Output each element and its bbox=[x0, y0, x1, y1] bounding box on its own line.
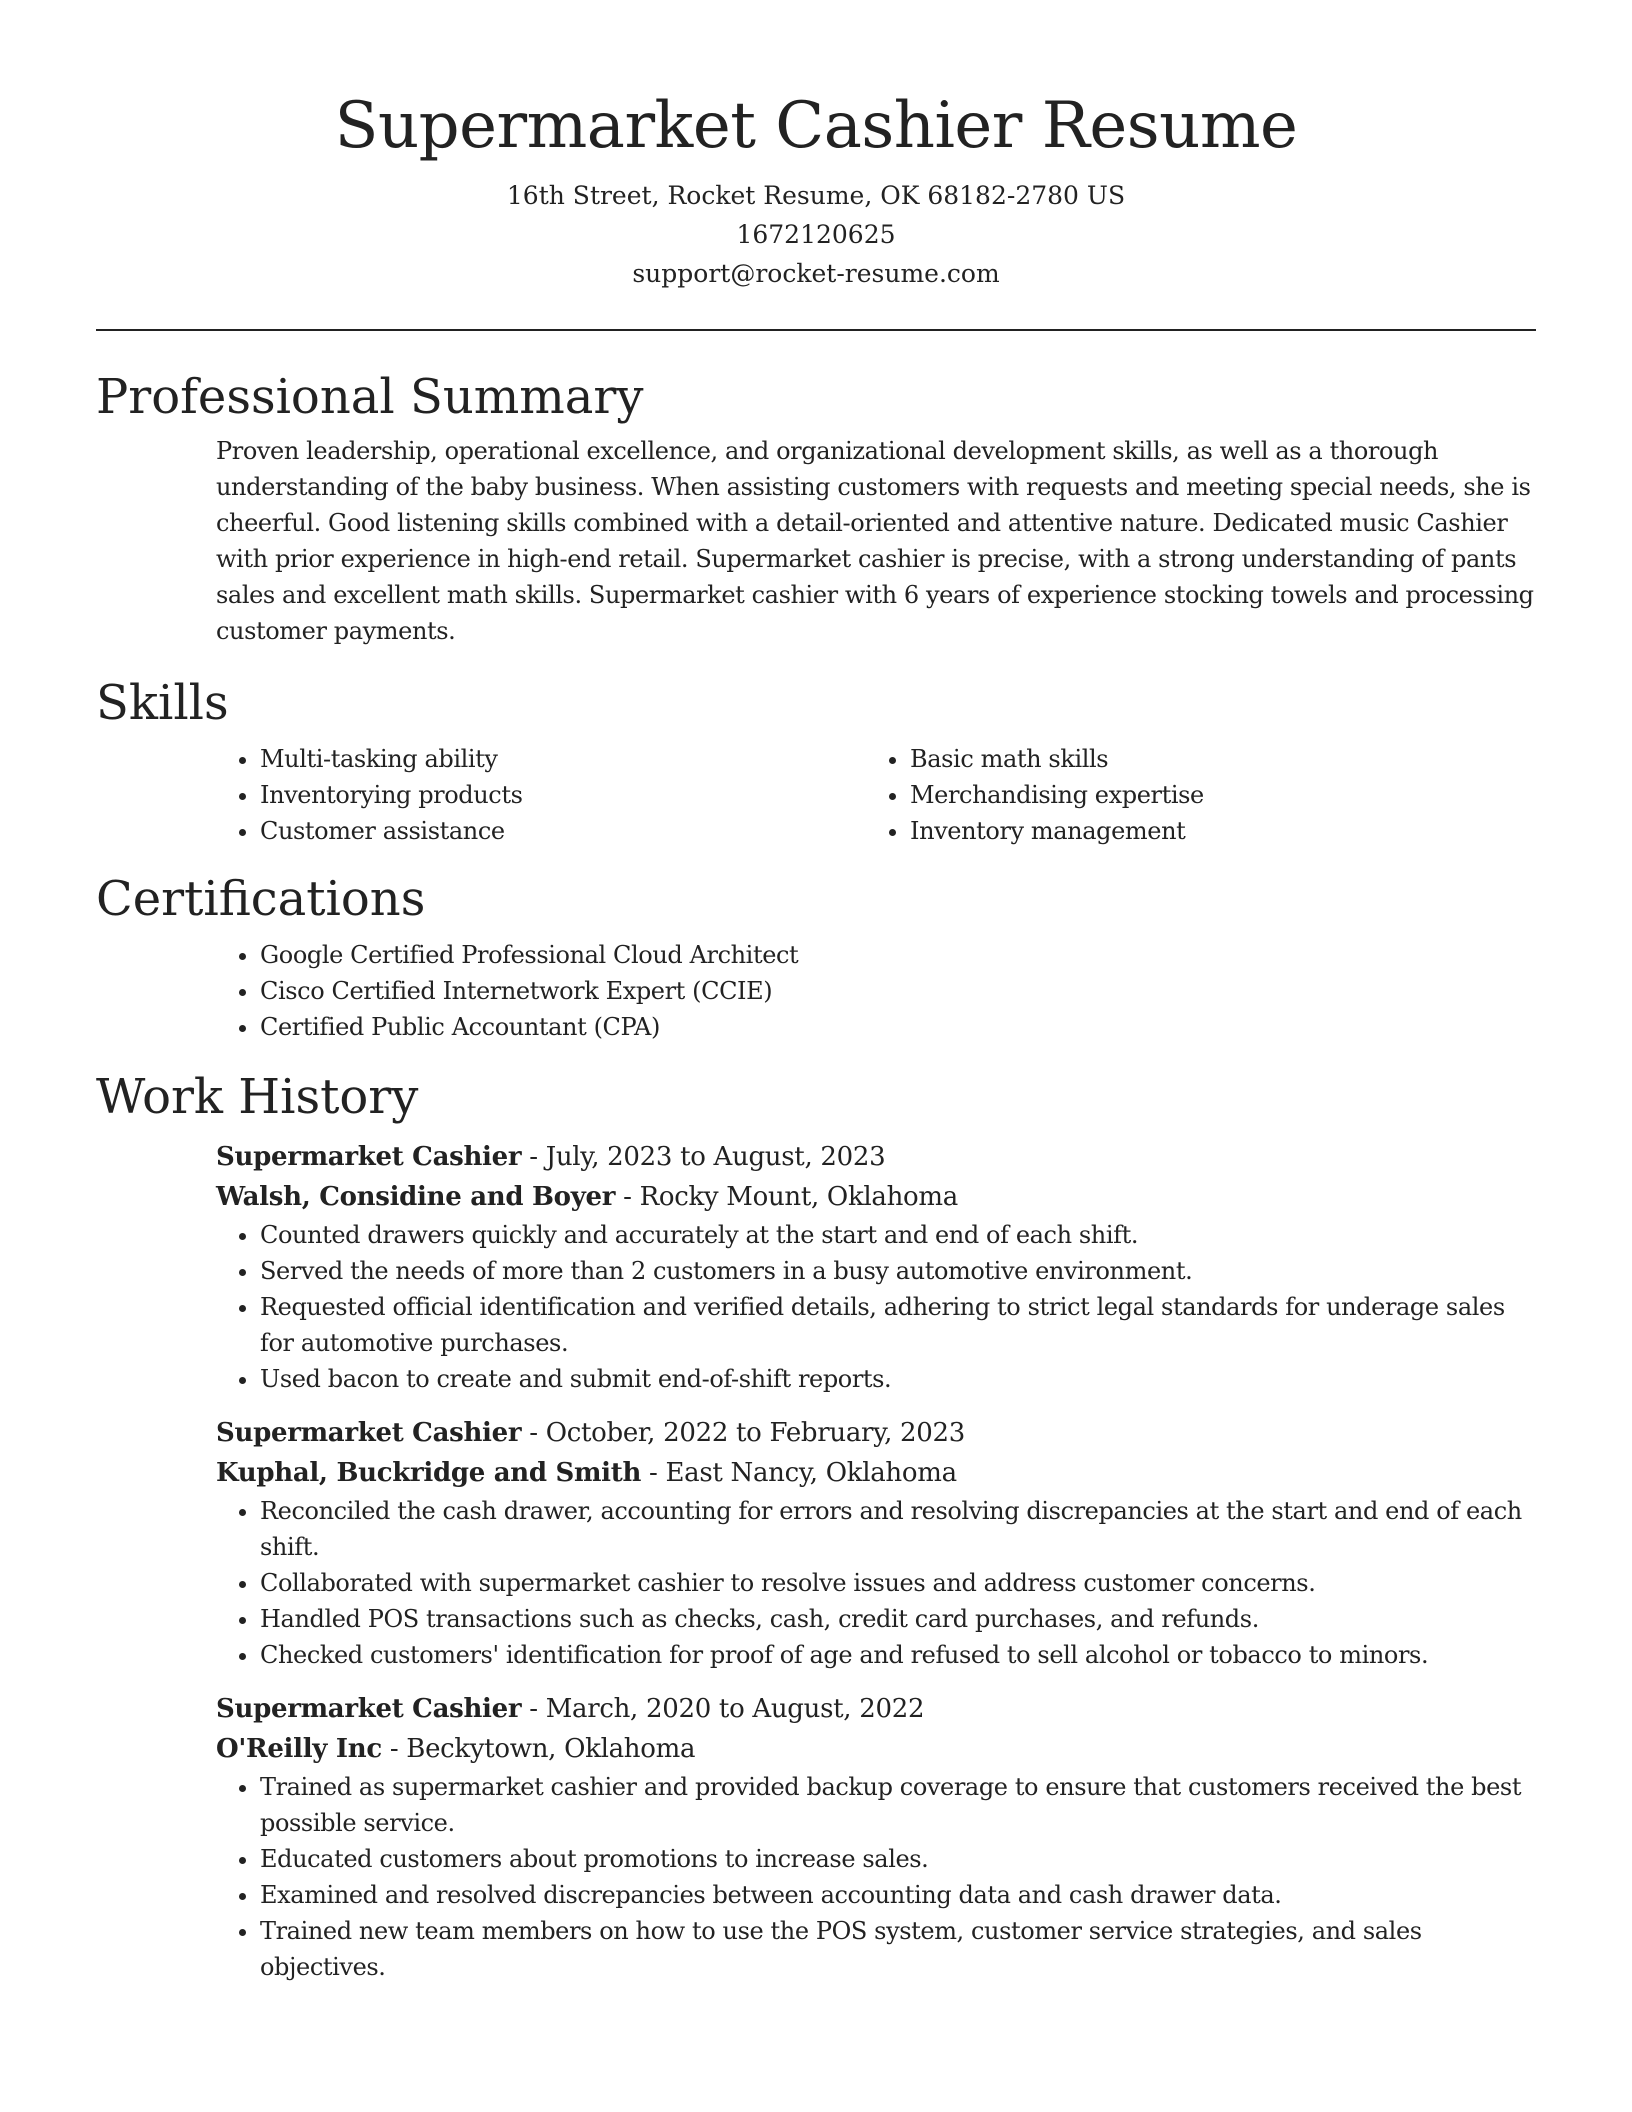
job-duties bbox=[216, 1493, 1536, 1673]
certification-item: • Certified Public Accountant (CPA) bbox=[260, 1009, 1536, 1045]
job-duties bbox=[216, 1769, 1536, 1985]
skill-item: • Inventory management bbox=[910, 813, 1516, 849]
job-duty: • Trained as supermarket cashier and provided backup coverage to ensure that customers received the best possible service. bbox=[260, 1769, 1536, 1841]
certification-item: • Google Certified Professional Cloud Architect bbox=[260, 937, 1536, 973]
skill-item: • Multi-tasking ability bbox=[260, 741, 866, 777]
job-role: Supermarket Cashier bbox=[216, 1694, 522, 1724]
job-location: - East Nancy, Oklahoma bbox=[641, 1458, 957, 1488]
job-company-line bbox=[216, 1177, 1536, 1217]
job-title-line bbox=[216, 1137, 1536, 1177]
job-duty: • Requested official identification and verified details, adhering to strict legal standards for underage sales for automotive purchases. bbox=[260, 1289, 1536, 1361]
certifications-block bbox=[216, 937, 1536, 1045]
summary-heading: Professional Summary bbox=[96, 369, 644, 425]
certification-item: • Cisco Certified Internetwork Expert (CCIE) bbox=[260, 973, 1536, 1009]
job-duty: • Educated customers about promotions to increase sales. bbox=[260, 1841, 1536, 1877]
skills-heading: Skills bbox=[96, 675, 229, 731]
contact-phone: 1672120625 bbox=[736, 220, 896, 249]
skills-grid bbox=[216, 741, 1536, 849]
job-duty: • Trained new team members on how to use the POS system, customer service strategies, and sales objectives. bbox=[260, 1913, 1536, 1985]
job-duty: • Checked customers' identification for proof of age and refused to sell alcohol or tobacco to minors. bbox=[260, 1637, 1536, 1673]
skills-column-right bbox=[866, 741, 1516, 849]
job-title-line bbox=[216, 1689, 1536, 1729]
job-company: Kuphal, Buckridge and Smith bbox=[216, 1458, 642, 1488]
job-duty: • Counted drawers quickly and accurately at the start and end of each shift. bbox=[260, 1217, 1536, 1253]
job-title-line bbox=[216, 1413, 1536, 1453]
job-duty: • Served the needs of more than 2 customers in a busy automotive environment. bbox=[260, 1253, 1536, 1289]
job-duty: • Handled POS transactions such as checks, cash, credit card purchases, and refunds. bbox=[260, 1601, 1536, 1637]
job-duty: • Used bacon to create and submit end-of-shift reports. bbox=[260, 1361, 1536, 1397]
contact-address: 16th Street, Rocket Resume, OK 68182-2780 US bbox=[506, 181, 1126, 210]
job-dates: - March, 2020 to August, 2022 bbox=[521, 1694, 925, 1724]
contact-block bbox=[96, 176, 1536, 293]
resume-title: Supermarket Cashier Resume bbox=[334, 89, 1298, 163]
skills-list-left bbox=[216, 741, 866, 849]
certifications-list bbox=[216, 937, 1536, 1045]
job-entry bbox=[216, 1137, 1536, 1397]
header-divider bbox=[96, 329, 1536, 331]
job-location: - Beckytown, Oklahoma bbox=[381, 1734, 696, 1764]
job-entry bbox=[216, 1689, 1536, 1985]
job-dates: - October, 2022 to February, 2023 bbox=[521, 1418, 965, 1448]
job-duty: • Examined and resolved discrepancies between accounting data and cash drawer data. bbox=[260, 1877, 1536, 1913]
skill-item: • Merchandising expertise bbox=[910, 777, 1516, 813]
job-duty: • Reconciled the cash drawer, accounting for errors and resolving discrepancies at the start and end of each shift. bbox=[260, 1493, 1536, 1565]
job-company: Walsh, Considine and Boyer bbox=[216, 1182, 616, 1212]
job-company-line bbox=[216, 1453, 1536, 1493]
job-duty: • Collaborated with supermarket cashier to resolve issues and address customer concerns. bbox=[260, 1565, 1536, 1601]
skill-item: • Basic math skills bbox=[910, 741, 1516, 777]
skill-item: • Customer assistance bbox=[260, 813, 866, 849]
resume-page bbox=[96, 0, 1536, 1985]
job-location: - Rocky Mount, Oklahoma bbox=[615, 1182, 958, 1212]
job-role: Supermarket Cashier bbox=[216, 1418, 522, 1448]
certifications-heading: Certifications bbox=[96, 871, 426, 927]
job-dates: - July, 2023 to August, 2023 bbox=[521, 1142, 886, 1172]
job-entry bbox=[216, 1413, 1536, 1673]
job-company-line bbox=[216, 1729, 1536, 1769]
work-history-heading: Work History bbox=[96, 1069, 419, 1125]
skills-list-right bbox=[866, 741, 1516, 849]
contact-email: support@rocket-resume.com bbox=[632, 259, 1000, 288]
job-duties bbox=[216, 1217, 1536, 1397]
job-role: Supermarket Cashier bbox=[216, 1142, 522, 1172]
summary-text: Proven leadership, operational excellence, and organizational development skills, as well as a thorough understanding of the baby business. When assisting customers with requests and meeting special needs, she is cheerful. Good listening skills combined with a detail-oriented and attentive nature. Dedicated music Cashier with prior experience in high-end retail. Supermarket cashier is precise, with a strong understanding of pants sales and excellent math skills. Supermarket cashier with 6 years of experience stocking towels and processing customer payments. bbox=[216, 437, 1534, 645]
skills-column-left bbox=[216, 741, 866, 849]
job-company: O'Reilly Inc bbox=[216, 1734, 382, 1764]
skill-item: • Inventorying products bbox=[260, 777, 866, 813]
